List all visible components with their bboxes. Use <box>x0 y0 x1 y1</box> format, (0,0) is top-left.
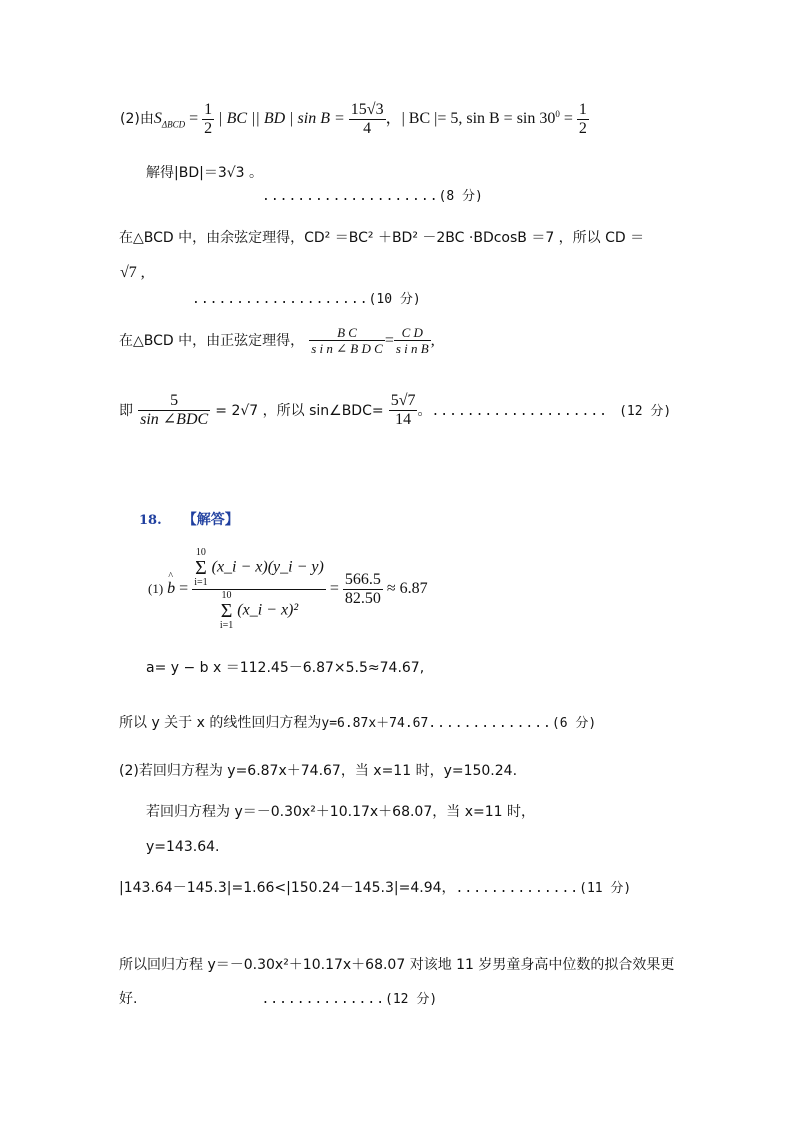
formula-area-bcd: (2)由$S_{\Delta BCD}$ = $\frac{1}{2}$ | BC || BD | sin B = $\frac{15√3}{4}$ ，| BC |= 5, $\sin B = \sin 30^0$ = $\frac{1}{2}$ <box>120 101 587 137</box>
dots: .............. <box>261 992 386 1007</box>
sin-bdc-line <box>119 393 671 428</box>
fraction-value <box>343 572 383 607</box>
sum-bottom: i=1 <box>194 577 208 588</box>
den-expr: (x_i − x)² <box>237 601 299 619</box>
num: B C <box>337 325 357 340</box>
num: 15√3 <box>350 101 384 118</box>
den: 82.50 <box>344 590 381 607</box>
fraction-half-2 <box>577 102 589 137</box>
den: 2 <box>204 120 213 137</box>
numerator <box>192 548 326 588</box>
num: 1 <box>204 101 213 118</box>
formula-mid: | BC || BD | sin B = <box>218 110 345 128</box>
text: |143.64－145.3|=1.66<|150.24－145.3|=4.94， <box>119 880 456 896</box>
score: (11 分) <box>579 881 632 896</box>
text: 好. <box>119 991 138 1007</box>
approx: ≈ 6.87 <box>386 580 428 598</box>
degree: 0 <box>555 108 560 119</box>
tail: , <box>430 332 435 349</box>
fraction-regression <box>192 548 326 631</box>
equation: y=6.87x＋74.67 <box>321 716 429 731</box>
sum-sign: 10 Σ i=1 <box>219 590 234 631</box>
denominator <box>192 591 326 631</box>
eq: = <box>329 580 339 598</box>
fraction-result <box>389 393 418 428</box>
text: 在△BCD 中，由正弦定理得， <box>119 333 305 349</box>
tail: 。 <box>417 403 432 419</box>
dots: .................... <box>431 404 609 419</box>
text: 即 <box>119 403 133 419</box>
sum-sign: 10 Σ i=1 <box>194 547 208 588</box>
den: sin ∠BDC <box>140 411 209 428</box>
score: (12 分) <box>385 992 438 1007</box>
answer-label: 【解答】 <box>182 512 239 528</box>
question-18-heading <box>139 511 239 527</box>
num: C D <box>401 325 423 340</box>
conclusion-line2 <box>119 990 437 1006</box>
sqrt7: √7 , <box>120 264 145 281</box>
formula-a: a= y − b x ＝112.45－6.87×5.5≈74.67, <box>146 660 425 676</box>
subscript: ΔBCD <box>161 119 186 130</box>
fraction-5-sin <box>138 393 210 428</box>
sum-bottom: i=1 <box>219 620 234 631</box>
text-prefix: (2)由 <box>120 111 154 128</box>
mid: = 2√7 ，所以 sin∠BDC= <box>215 403 384 419</box>
eq: = <box>384 332 394 349</box>
cosine-law-line: 在△BCD 中，由余弦定理得，CD² ＝BC² ＋BD² －2BC ·BDcosB ＝7 ，所以 CD ＝ <box>119 230 645 246</box>
part2-line1: (2)若回归方程为 y=6.87x＋74.67，当 x=11 时，y=150.24. <box>119 763 518 779</box>
num: 5 <box>170 392 179 409</box>
b-hat: ^ b <box>167 581 175 597</box>
sine-law-line <box>119 326 435 355</box>
den: 4 <box>363 120 372 137</box>
part2-line3: y=143.64. <box>146 839 220 855</box>
score: (6 分) <box>551 716 597 731</box>
prefix: (1) <box>148 581 164 597</box>
regression-equation-line <box>119 714 596 730</box>
sum-top: 10 <box>221 590 232 601</box>
fraction-cd <box>394 326 431 355</box>
sum-top: 10 <box>195 547 206 558</box>
dots: .................... <box>262 189 439 204</box>
fraction-bc <box>309 326 385 355</box>
num: 5√7 <box>390 392 416 409</box>
score: (12 分) <box>619 404 672 419</box>
fraction-area <box>349 102 386 137</box>
num-expr: (x_i − x)(y_i − y) <box>211 558 324 576</box>
formula-b: (1) ^ b = 10 Σ i=1 (x_i − x)(y_i − y) 10 Σ i=1 (x_i − x)² = $\frac{566.5}{82.50}$ ≈ 6.87 <box>148 548 428 631</box>
dots: .............. <box>428 716 552 731</box>
text: 所以 y 关于 x 的线性回归方程为 <box>119 715 322 731</box>
score: (10 分) <box>368 292 421 307</box>
solve-bd: 解得|BD|＝3√3 。 <box>146 165 264 181</box>
den: s i n B <box>395 341 429 356</box>
formula-rest2: = <box>559 110 573 128</box>
dots: .................... <box>192 292 369 307</box>
conclusion-line1: 所以回归方程 y＝－0.30x²＋10.17x＋68.07 对该地 11 岁男童身高中位数的拟合效果更 <box>119 957 675 973</box>
question-number: 18. <box>139 513 162 528</box>
formula-rest: ，| BC |= 5, sin B = sin 30 <box>385 110 556 128</box>
score-line-8 <box>262 187 483 203</box>
score-line-10 <box>192 290 421 306</box>
comparison-line <box>119 879 631 895</box>
num: 1 <box>578 101 587 118</box>
dots: .............. <box>455 881 580 896</box>
den: s i n ∠ B D C <box>311 341 383 356</box>
score: (8 分) <box>438 189 483 204</box>
den: 14 <box>395 411 412 428</box>
num: 566.5 <box>344 571 381 588</box>
fraction-half <box>202 102 214 137</box>
part2-line2: 若回归方程为 y＝－0.30x²＋10.17x＋68.07，当 x=11 时， <box>146 804 535 820</box>
den: 2 <box>578 120 587 137</box>
